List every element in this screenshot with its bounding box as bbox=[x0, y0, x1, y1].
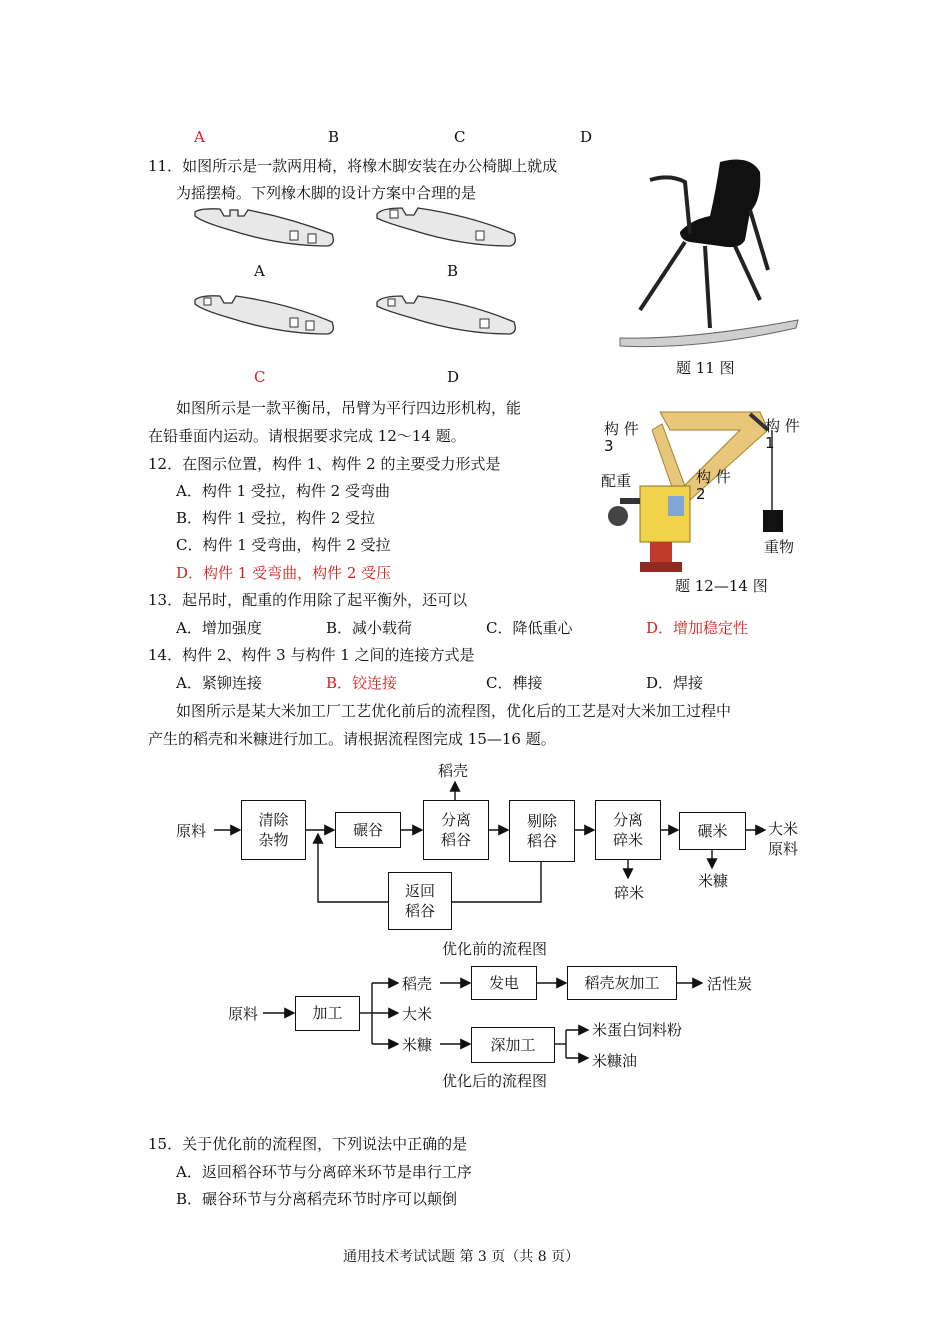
q10-option-c: C bbox=[454, 128, 466, 146]
flow-before-out-broken: 碎米 bbox=[614, 884, 645, 902]
flow-before-out-husk: 稻壳 bbox=[438, 762, 469, 780]
q11-option-d-label: D bbox=[447, 368, 460, 386]
intro-12-14-line2: 在铅垂面内运动。请根据要求完成 12～14 题。 bbox=[148, 427, 466, 445]
q13-option-b: B．减小载荷 bbox=[326, 619, 413, 637]
q10-option-b: B bbox=[328, 128, 340, 146]
flow-after-rice: 大米 bbox=[402, 1005, 433, 1023]
q11-stem-line1: 11．如图所示是一款两用椅，将橡木脚安装在办公椅脚上就成 bbox=[148, 157, 558, 175]
crane-part1-label: 构 件 1 bbox=[765, 417, 800, 453]
flow-before-box-clean: 清除 杂物 bbox=[241, 800, 306, 860]
q12-stem: 12．在图示位置，构件 1、构件 2 的主要受力形式是 bbox=[148, 455, 501, 473]
intro-15-16-line2: 产生的稻壳和米糠进行加工。请根据流程图完成 15—16 题。 bbox=[148, 730, 556, 748]
flow-after-box-process: 加工 bbox=[295, 996, 360, 1031]
flow-before-out-bran: 米糠 bbox=[698, 872, 729, 890]
q12-option-c: C．构件 1 受弯曲，构件 2 受拉 bbox=[176, 536, 391, 554]
intro-12-14-line1: 如图所示是一款平衡吊，吊臂为平行四边形机构，能 bbox=[176, 399, 522, 417]
flow-before-box-separate-paddy: 分离 稻谷 bbox=[423, 800, 489, 860]
flow-after-carbon: 活性炭 bbox=[707, 975, 753, 993]
q11-figure-caption: 题 11 图 bbox=[676, 359, 735, 377]
crane-figure-caption: 题 12—14 图 bbox=[675, 577, 768, 595]
flow-before-box-separate-broken: 分离 碎米 bbox=[595, 800, 661, 860]
q10-option-a: A bbox=[194, 128, 205, 146]
q15-option-a: A．返回稻谷环节与分离碎米环节是串行工序 bbox=[176, 1163, 472, 1181]
page-footer: 通用技术考试试题 第 3 页（共 8 页） bbox=[343, 1249, 580, 1265]
flow-after-bran: 米糠 bbox=[402, 1036, 433, 1054]
flow-before-output: 大米 原料 bbox=[768, 820, 799, 858]
q15-stem: 15．关于优化前的流程图，下列说法中正确的是 bbox=[148, 1135, 468, 1153]
flow-after-box-deep: 深加工 bbox=[471, 1027, 555, 1063]
q15-option-b: B．碾谷环节与分离稻壳环节时序可以颠倒 bbox=[176, 1190, 458, 1208]
q11-option-a-label: A bbox=[254, 262, 265, 280]
flow-after-input: 原料 bbox=[228, 1005, 259, 1023]
crane-part2-label: 构 件 2 bbox=[696, 468, 731, 504]
flow-before-caption: 优化前的流程图 bbox=[442, 940, 548, 958]
q11-option-c-label: C bbox=[254, 368, 266, 386]
q12-option-a: A．构件 1 受拉，构件 2 受弯曲 bbox=[176, 482, 390, 500]
flow-before-box-return: 返回 稻谷 bbox=[388, 872, 452, 930]
flow-after-caption: 优化后的流程图 bbox=[442, 1072, 548, 1090]
flow-after-box-power: 发电 bbox=[471, 966, 537, 1000]
crane-part3-label: 构 件 3 bbox=[604, 420, 639, 456]
crane-counterweight-label: 配重 bbox=[601, 472, 632, 490]
q14-option-a: A．紧铆连接 bbox=[176, 674, 262, 692]
q13-option-a: A．增加强度 bbox=[176, 619, 262, 637]
q14-option-c: C．榫接 bbox=[486, 674, 543, 692]
flow-after-box-ash: 稻壳灰加工 bbox=[567, 966, 677, 1000]
crane-weight-label: 重物 bbox=[764, 538, 795, 556]
flow-before-input: 原料 bbox=[176, 822, 207, 840]
q12-option-b: B．构件 1 受拉，构件 2 受拉 bbox=[176, 509, 376, 527]
q14-stem: 14．构件 2、构件 3 与构件 1 之间的连接方式是 bbox=[148, 646, 475, 664]
q11-option-b-label: B bbox=[447, 262, 459, 280]
flow-before-box-mill: 碾米 bbox=[679, 812, 746, 850]
q11-stem-line2: 为摇摆椅。下列橡木脚的设计方案中合理的是 bbox=[176, 184, 477, 202]
flow-before-box-remove-paddy: 剔除 稻谷 bbox=[509, 800, 575, 862]
q13-option-d: D．增加稳定性 bbox=[646, 619, 749, 637]
flow-after-husk: 稻壳 bbox=[402, 975, 433, 993]
q12-option-d: D．构件 1 受弯曲，构件 2 受压 bbox=[176, 564, 392, 582]
intro-15-16-line1: 如图所示是某大米加工厂工艺优化前后的流程图，优化后的工艺是对大米加工过程中 bbox=[176, 702, 732, 720]
q14-option-b: B．铰连接 bbox=[326, 674, 398, 692]
flow-after-protein: 米蛋白饲料粉 bbox=[592, 1021, 683, 1039]
q13-stem: 13．起吊时，配重的作用除了起平衡外，还可以 bbox=[148, 591, 468, 609]
q10-option-d: D bbox=[580, 128, 593, 146]
flow-after-oil: 米糠油 bbox=[592, 1052, 638, 1070]
q13-option-c: C．降低重心 bbox=[486, 619, 573, 637]
flow-before-box-hull: 碾谷 bbox=[335, 812, 401, 848]
q14-option-d: D．焊接 bbox=[646, 674, 704, 692]
